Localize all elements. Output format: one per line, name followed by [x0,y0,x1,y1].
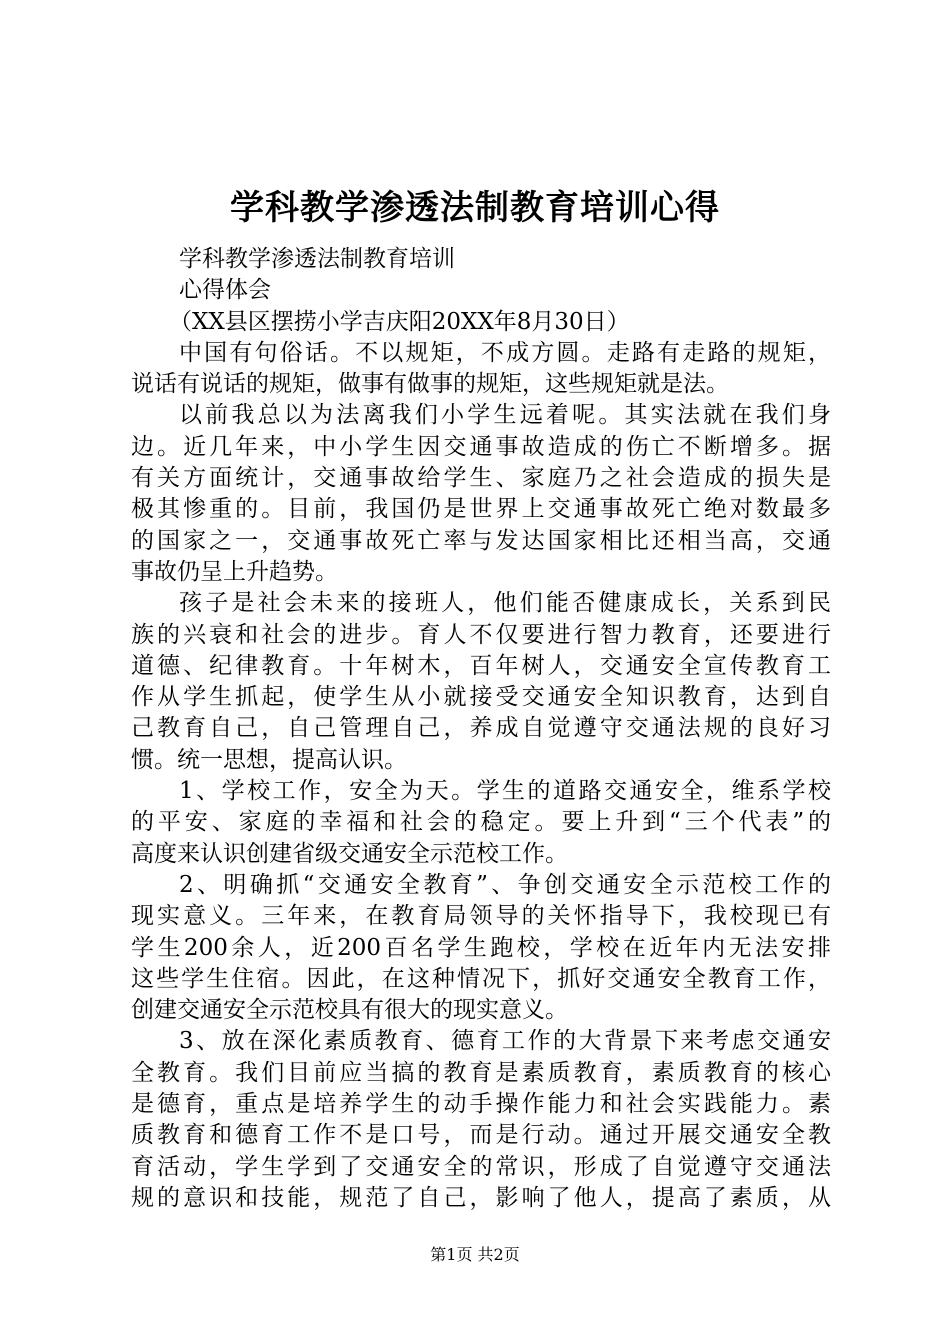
body-line: 有关方面统计，交通事故给学生、家庭乃之社会造成的损失是 [131,465,831,492]
body-line: 心得体会 [179,277,271,304]
body-line: 全教育。我们目前应当搞的教育是素质教育，素质教育的核心 [131,1059,831,1086]
body-line: 1、学校工作，安全为天。学生的道路交通安全，维系学校 [179,778,831,805]
body-line: 是德育，重点是培养学生的动手操作能力和社会实践能力。素 [131,1091,831,1118]
body-line: 边。近几年来，中小学生因交通事故造成的伤亡不断增多。据 [131,433,831,460]
document-body [131,244,831,1214]
body-line: 质教育和德育工作不是口号，而是行动。通过开展交通安全教 [131,1122,831,1149]
body-line: 说话有说话的规矩，做事有做事的规矩，这些规矩就是法。 [131,371,729,398]
body-line: 事故仍呈上升趋势。 [131,558,338,585]
body-line: 极其惨重的。目前，我国仍是世界上交通事故死亡绝对数最多 [131,496,831,523]
body-line: 惯。统一思想，提高认识。 [131,746,407,773]
body-line: 道德、纪律教育。十年树木，百年树人，交通安全宣传教育工 [131,652,831,679]
document-title: 学科教学渗透法制教育培训心得 [230,188,720,228]
body-line: 的国家之一，交通事故死亡率与发达国家相比还相当高，交通 [131,527,831,554]
page-footer: 第1页 共2页 [430,1245,520,1264]
body-line: 高度来认识创建省级交通安全示范校工作。 [131,840,568,867]
body-line: 这些学生住宿。因此，在这种情况下，抓好交通安全教育工作， [131,965,831,992]
body-line: 中国有句俗话。不以规矩，不成方圆。走路有走路的规矩， [179,339,831,366]
body-line: 创建交通安全示范校具有很大的现实意义。 [131,997,568,1024]
body-line: 3、放在深化素质教育、德育工作的大背景下来考虑交通安 [179,1028,831,1055]
body-line: 学生200余人，近200百名学生跑校，学校在近年内无法安排 [131,934,831,961]
body-line: 孩子是社会未来的接班人，他们能否健康成长，关系到民 [179,590,831,617]
body-line: 的平安、家庭的幸福和社会的稳定。要上升到“三个代表”的 [131,809,831,836]
body-line: 以前我总以为法离我们小学生远着呢。其实法就在我们身 [179,402,831,429]
body-line: 现实意义。三年来，在教育局领导的关怀指导下，我校现已有 [131,903,831,930]
body-line: 己教育自己，自己管理自己，养成自觉遵守交通法规的良好习 [131,715,831,742]
body-line: 2、明确抓“交通安全教育”、争创交通安全示范校工作的 [179,871,831,898]
body-line: 族的兴衰和社会的进步。育人不仅要进行智力教育，还要进行 [131,621,831,648]
body-line: 育活动，学生学到了交通安全的常识，形成了自觉遵守交通法 [131,1153,831,1180]
body-line: 规的意识和技能，规范了自己，影响了他人，提高了素质，从 [131,1184,831,1211]
body-line: 学科教学渗透法制教育培训 [179,246,455,272]
body-line: （XX县区摆捞小学吉庆阳20XX年8月30日） [169,308,630,335]
body-line: 作从学生抓起，使学生从小就接受交通安全知识教育，达到自 [131,684,831,711]
